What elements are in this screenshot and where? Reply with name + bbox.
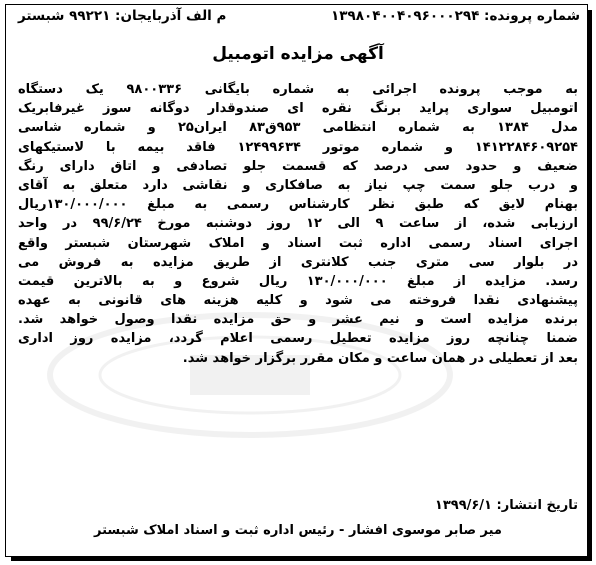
body-line: ارزیابی شده، از ساعت ۹ الی ۱۲ روز دوشنبه مورخ ۹۹/۶/۲۴ در واحد [18,216,578,232]
body-line: رسد. مزایده از مبلغ ۱۳۰/۰۰۰/۰۰۰ ریال شروع و به بالاترین قیمت [18,273,578,289]
body-line: مدل ۱۳۸۴ به شماره انتظامی ۹۵۳ق۸۳ ایران۲۵ و شماره شاسی [18,120,578,136]
body-line: ۱۴۱۲۲۸۴۶۰۹۲۵۴ و شماره موتور ۱۲۴۹۹۶۳۴ فاقد بیمه با لاستیکهای [18,139,578,155]
body-line: برنده مزایده است و نیم عشر و حق مزایده نقدا وصول خواهد شد. [18,312,578,328]
notice-body [18,80,578,368]
body-line: و درب جلو سمت چپ نیاز به صافکاری و نقاشی دارد متعلق به آقای [18,177,578,193]
body-line: اتومبیل سواری پراید برنگ نقره ای صندوقدار دوگانه سوز غیرفابریک [18,101,578,117]
body-line: بعد از تعطیلی در همان ساعت و مکان مقرر برگزار خواهد شد. [182,350,578,366]
place-reference: م الف آذربایجان: ۹۹۲۲۱ شبستر [18,8,227,24]
case-number: شماره پرونده: ۱۳۹۸۰۴۰۰۴۰۹۶۰۰۰۲۹۴ [331,8,580,24]
body-line: اجرای اسناد رسمی اداره ثبت اسناد و املاک شهرستان شبستر واقع [18,235,578,251]
signature-line: میر صابر موسوی افشار - رئیس اداره ثبت و اسناد املاک شبستر [94,523,502,538]
frame-shadow-bottom [11,557,592,561]
body-line: به موجب پرونده اجرائی به شماره بایگانی ۹۸۰۰۳۳۶ یک دستگاه [18,82,578,97]
body-line: بهنام لایق که طبق نظر کارشناس رسمی به مبلغ ۱۳۰/۰۰۰/۰۰۰ریال [18,197,578,213]
notice-title: آگهی مزایده اتومبیل [212,44,384,64]
frame-shadow-right [588,10,592,560]
body-line: پیشنهادی نقدا فروخته می شود و کلیه هزینه های قانونی به عهده [18,293,578,309]
publish-date: تاریخ انتشار: ۱۳۹۹/۶/۱ [434,498,578,513]
body-line: ضعیف و حدود سی درصد که قسمت جلو تصادفی و اتاق دارای رنگ [18,158,578,174]
body-line: در بلوار سی متری جنب کلانتری از طریق مزایده به فروش می [18,254,578,270]
body-line: ضمنا چنانچه روز مزایده تعطیل رسمی اعلام گردد، مزایده روز اداری [18,331,578,347]
notice-header [18,8,580,28]
